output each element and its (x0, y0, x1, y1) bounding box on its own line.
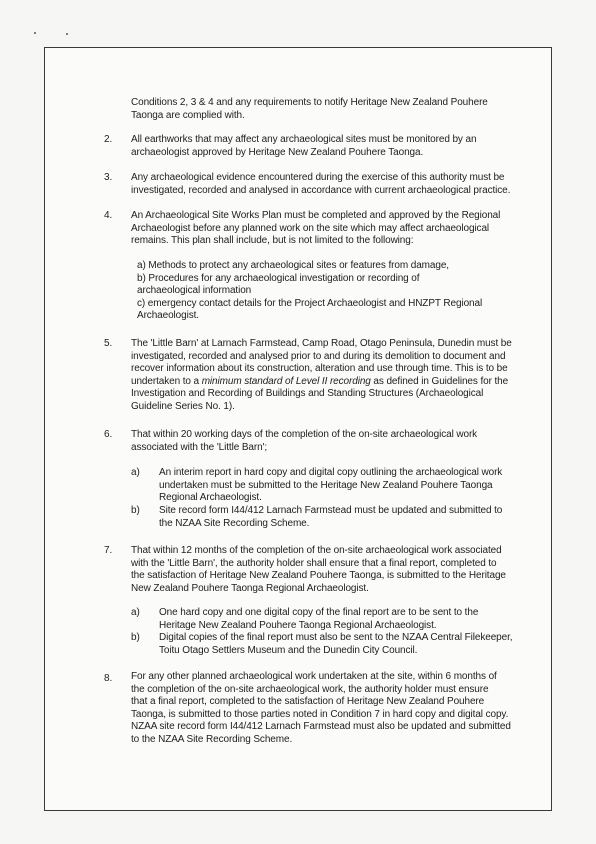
condition-2-text: All earthworks that may affect any archaeological sites must be monitored by an archaeologist approved by Heritage New Zealand Pouhere Taonga. (131, 134, 477, 158)
condition-4-list (137, 260, 482, 323)
condition-6-text: That within 20 working days of the completion of the on-site archaeological work associated with the 'Little Barn'; (131, 429, 478, 453)
list-item: Archaeologist. (137, 310, 199, 321)
condition-number: 5. (104, 338, 113, 349)
condition-number: 2. (104, 134, 113, 145)
sub-item-label: a) (131, 467, 140, 478)
list-item: archaeological information (137, 285, 252, 296)
condition-8-text: For any other planned archaeological work undertaken at the site, within 6 months of the completion of the on-site archaeological work, the authority holder must ensure that a final report, completed to the satisfaction of Heritage New Zealand Pouhere Taonga, is submitted to those parties noted in Condition 7 in hard copy and digital copy. NZAA site record form I44/412 Larnach Farmstead must also be updated and submitted to the NZAA Site Recording Scheme. (131, 671, 511, 745)
condition-number: 8. (104, 673, 113, 684)
condition-number: 4. (104, 210, 113, 221)
list-item: c) emergency contact details for the Project Archaeologist and HNZPT Regional (137, 297, 483, 309)
condition-6a-text: An interim report in hard copy and digital copy outlining the archaeological work undertaken must be submitted to the Heritage New Zealand Pouhere Taonga Regional Archaeologist. (159, 467, 503, 503)
sub-item-label: a) (131, 607, 140, 618)
condition-6b-text: Site record form I44/412 Larnach Farmstead must be updated and submitted to the NZAA Site Recording Scheme. (159, 505, 503, 529)
condition-7a-text: One hard copy and one digital copy of the final report are to be sent to the Heritage New Zealand Pouhere Taonga Regional Archaeologist. (159, 607, 479, 631)
condition-number: 3. (104, 172, 113, 183)
condition-3-text: Any archaeological evidence encountered during the exercise of this authority must be investigated, recorded and analysed in accordance with current archaeological practice. (131, 172, 511, 196)
condition-number: 6. (104, 429, 113, 440)
scan-speck (66, 33, 68, 35)
condition-number: 7. (104, 545, 113, 556)
condition-4-text: An Archaeological Site Works Plan must be completed and approved by the Regional Archaeologist before any planned work on the site which may affect archaeological remains. This plan shall include, but is not limited to the following: (131, 210, 501, 246)
sub-item-label: b) (131, 505, 140, 516)
list-item: b) Procedures for any archaeological investigation or recording of (137, 272, 420, 284)
condition-1-continuation: Conditions 2, 3 & 4 and any requirements to notify Heritage New Zealand Pouhere Taonga are complied with. (131, 97, 488, 121)
scan-speck (34, 32, 36, 34)
condition-5-text: The 'Little Barn' at Larnach Farmstead, Camp Road, Otago Peninsula, Dunedin must be investigated, recorded and analysed prior to and during its demolition to document and recover information about its construction, alteration and use through time. This is to be undertaken to a minimum standard of Level II recording as defined in Guidelines for the Investigation and Recording of Buildings and Standing Structures (Archaeological Guideline Series No. 1). (131, 338, 512, 412)
condition-7-text: That within 12 months of the completion of the on-site archaeological work associated with the 'Little Barn', the authority holder shall ensure that a final report, completed to the satisfaction of Heritage New Zealand Pouhere Taonga, is submitted to the Heritage New Zealand Pouhere Taonga Regional Archaeologist. (131, 545, 506, 594)
sub-item-label: b) (131, 632, 140, 643)
condition-7b-text: Digital copies of the final report must also be sent to the NZAA Central Filekeeper, Toitu Otago Settlers Museum and the Dunedin City Council. (159, 632, 513, 656)
emphasis: minimum standard of Level II recording (201, 375, 371, 387)
list-item: a) Methods to protect any archaeological sites or features from damage, (137, 260, 449, 271)
